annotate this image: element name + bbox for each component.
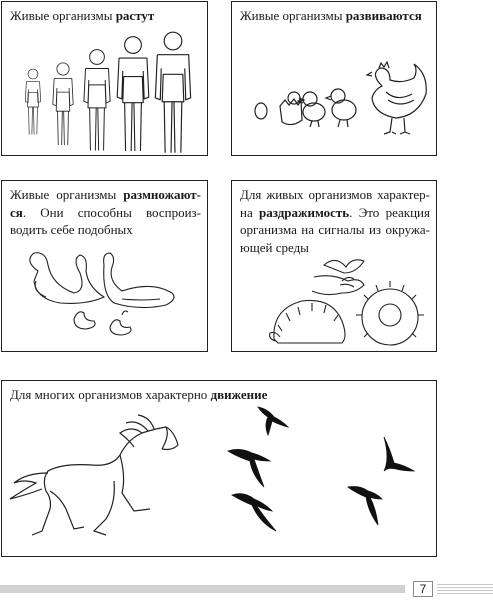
growing-humans-illustration <box>2 2 209 157</box>
caption-bold: развиваются <box>345 8 422 23</box>
caption-bold: размножают-ся <box>10 187 201 220</box>
egg-icon <box>255 103 267 119</box>
caption-text: Живые организмы <box>10 187 124 202</box>
chicken-development-illustration <box>232 2 438 157</box>
bird-icon <box>258 407 288 435</box>
bird-icon <box>384 437 414 471</box>
caption-text-after: . Они способны воспроиз-водить себе подобных <box>10 204 201 237</box>
hedgehog-illustration <box>232 181 438 353</box>
page-number: 7 <box>413 581 433 597</box>
caption-text: Живые организмы <box>10 8 116 23</box>
running-horse-flying-birds-illustration <box>2 381 438 558</box>
card-irritability <box>231 180 437 352</box>
bird-icon <box>348 487 382 526</box>
caption-text: Для многих организмов характерно <box>10 387 211 402</box>
card-movement <box>1 380 437 557</box>
caption-bold: раздражимость <box>259 204 350 220</box>
caption-bold: растут <box>115 8 155 23</box>
horse-icon <box>10 415 178 535</box>
caption-text: Для живых организмов характер-на <box>240 187 430 220</box>
card-reproduction <box>1 180 208 352</box>
footer-bar <box>0 585 405 593</box>
caption-text: Живые организмы <box>240 8 346 23</box>
swans-illustration <box>2 181 209 353</box>
card-growth <box>1 1 208 156</box>
bird-icon <box>232 494 276 531</box>
caption-bold: движение <box>210 387 268 402</box>
bird-icon <box>228 449 270 487</box>
caption-text-after: . Это реакция организма на сигналы из окружа-ющей среды <box>240 204 430 255</box>
card-development <box>231 1 437 156</box>
footer-rule-lines <box>437 584 493 595</box>
